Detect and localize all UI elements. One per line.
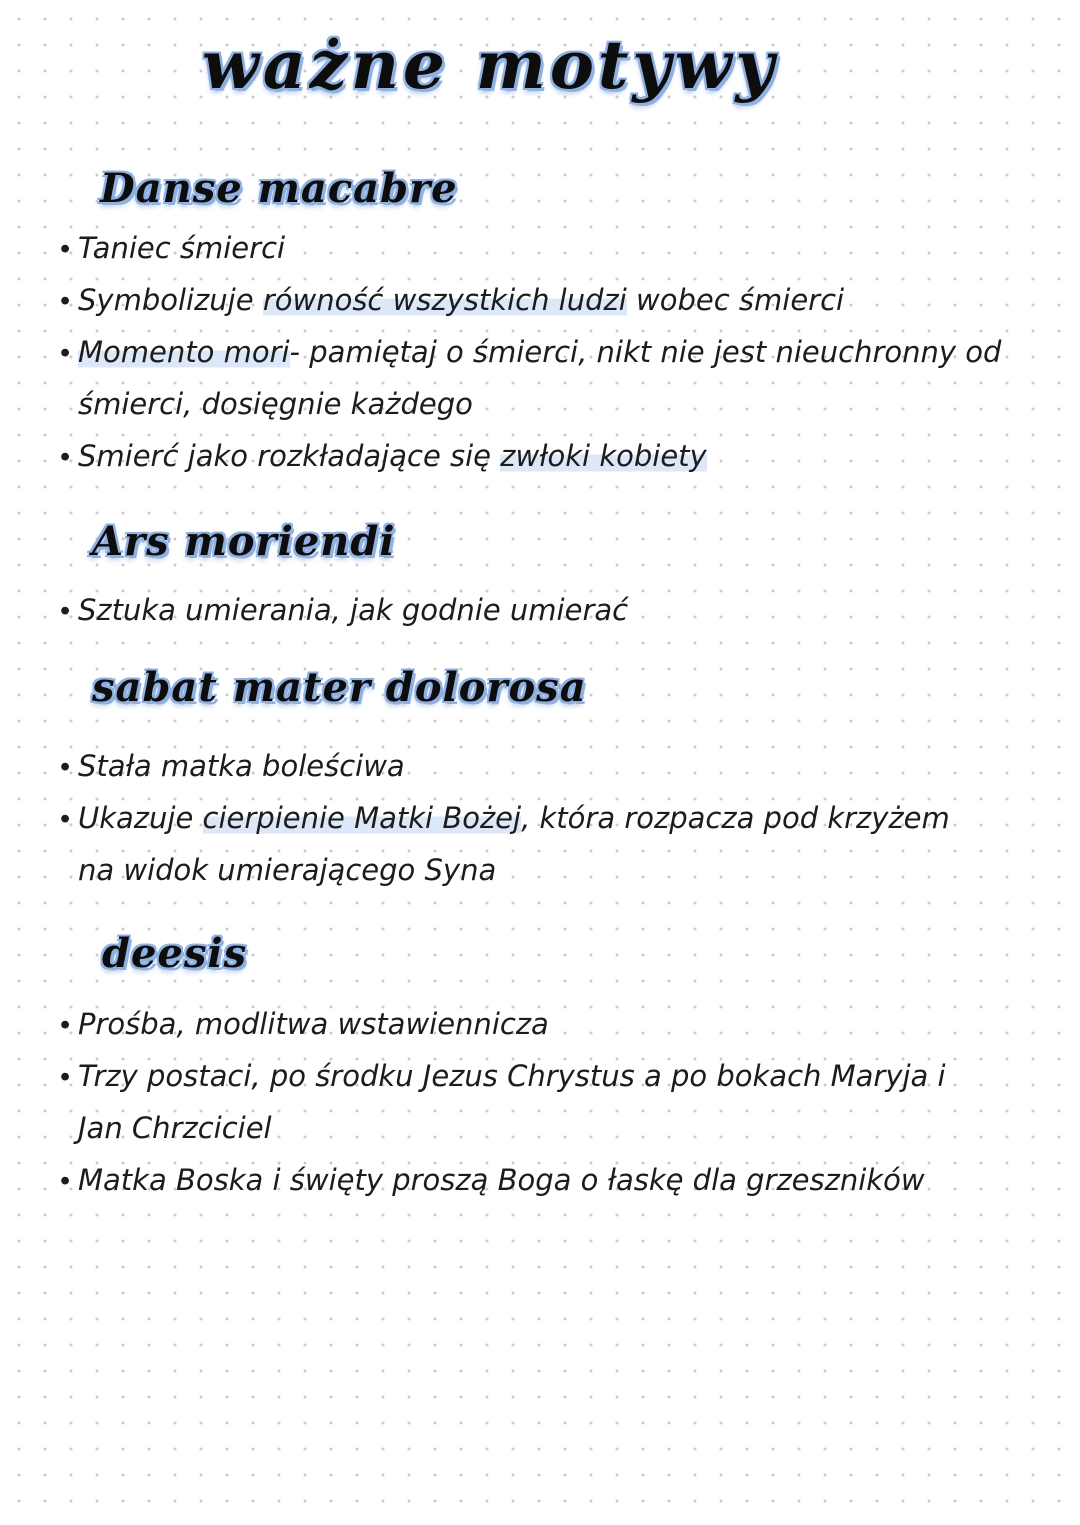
page-title: ważne motywy [202, 26, 778, 104]
list-item: • Prośba, modlitwa wstawiennicza [60, 1007, 549, 1041]
list-item: • Symbolizuje równość wszystkich ludzi wobec śmierci [60, 283, 845, 317]
section-heading-deesis: deesis [102, 930, 248, 977]
highlight: równość wszystkich ludzi [262, 283, 627, 317]
highlight: zwłoki kobiety [500, 439, 707, 473]
list-item: • Stała matka boleściwa [60, 749, 405, 783]
list-item: • Smierć jako rozkładające się zwłoki kobiety [60, 439, 707, 473]
list-item: • Taniec śmierci [60, 231, 286, 265]
section-heading-ars-moriendi: Ars moriendi [92, 518, 396, 565]
list-item: • Trzy postaci, po środku Jezus Chrystus a po bokach Maryja i Jan Chrzciciel [60, 1059, 946, 1145]
highlight: cierpienie Matki Bożej [202, 801, 522, 835]
section-heading-danse-macabre: Danse macabre [100, 165, 458, 212]
section-heading-sabat-mater-dolorosa: sabat mater dolorosa [92, 664, 587, 711]
highlight: Momento mori [78, 335, 290, 369]
list-item: • Momento mori- pamiętaj o śmierci, nikt nie jest nieuchronny od śmierci, dosięgnie każdego [60, 335, 1002, 421]
list-item: • Ukazuje cierpienie Matki Bożej, która rozpacza pod krzyżem na widok umierającego Syna [60, 801, 950, 887]
list-item: • Matka Boska i święty proszą Boga o łaskę dla grzeszników [60, 1163, 925, 1197]
list-item: • Sztuka umierania, jak godnie umierać [60, 593, 629, 627]
